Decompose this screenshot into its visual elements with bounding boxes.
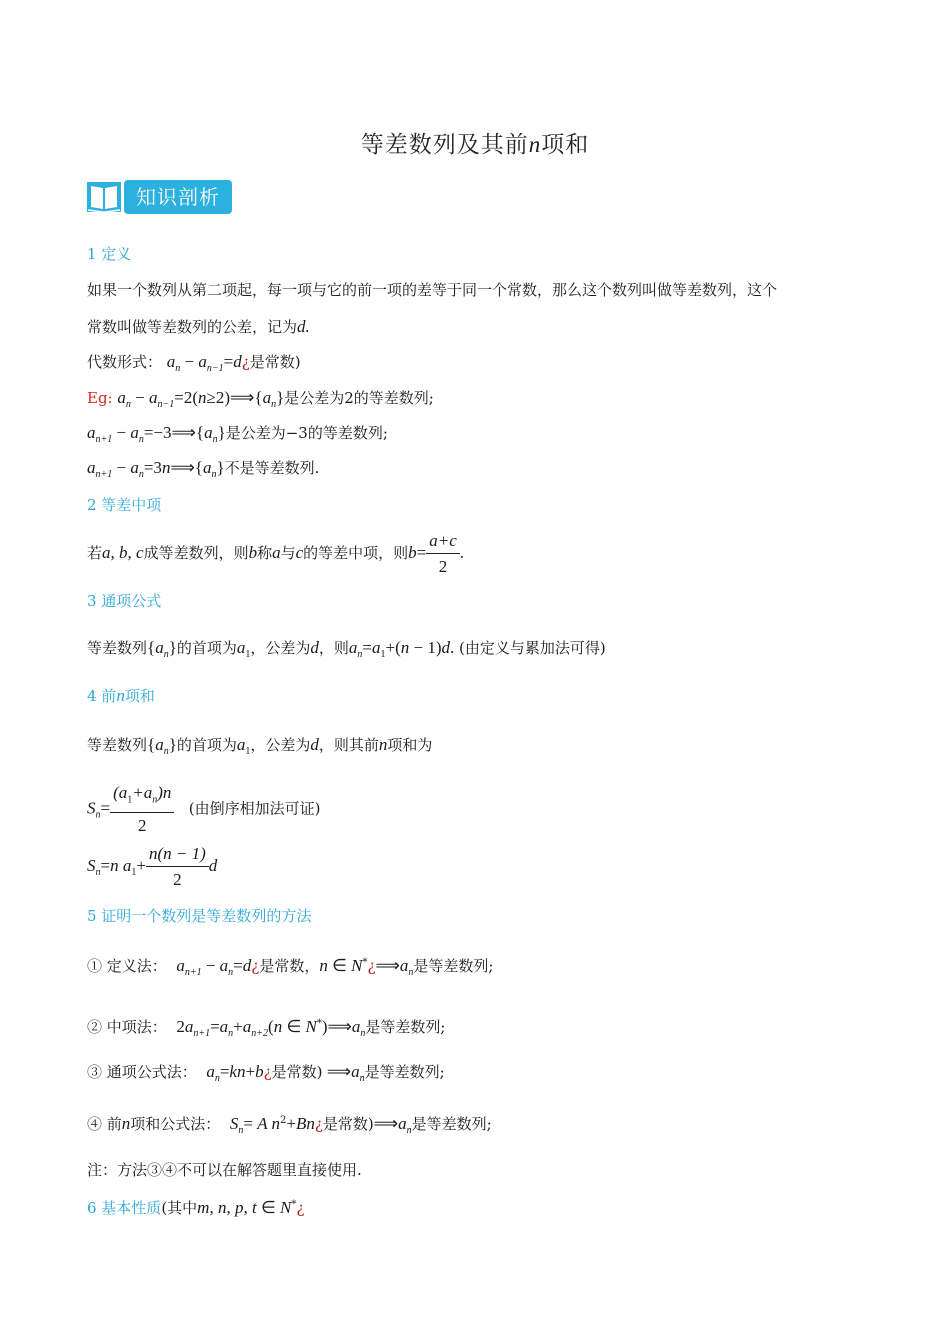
section-heading-properties: 6 基本性质(其中m, n, p, t ∈ N*¿ <box>87 1198 305 1217</box>
section-badge <box>86 178 232 216</box>
arith-mean-statement: 若a, b, c成等差数列，则b称a与c的等差中项，则b= $\frac{a+c}{2}$ . <box>87 531 465 576</box>
algebraic-form: 代数形式： $a_n$ − $a_{n-1}=d¿$是常数) <box>87 352 301 374</box>
section-heading-definition: 1 定义 <box>87 245 132 263</box>
definition-paragraph: 如果一个数列从第二项起，每一项与它的前一项的差等于同一个常数，那么这个数列叫做等差数列，这个 <box>87 281 778 299</box>
method-partial-sum: ④ 前n项和公式法： $S_n= A$ $n^2+Bn¿$是常数)$⟹a_n$是等差数列; <box>87 1114 492 1136</box>
badge-label: 知识剖析 <box>124 180 232 214</box>
general-term-statement: 等差数列$\{a_n\}$的首项为$a_1$，公差为d，则$a_n=a_1+(n - 1)d$. (由定义与累加法可得) <box>87 638 606 660</box>
method-middle-term: ② 中项法： $2a_{n+1}=a_n+a_{n+2}(n$ ∈ $N^*)⟹a_n$是等差数列; <box>87 1017 446 1039</box>
method-note: 注：方法③④不可以在解答题里直接使用. <box>87 1161 362 1179</box>
partial-sum-formula-1: $S_n=$ $\frac{(a_1+a_n)n}{2}$ (由倒序相加法可证) <box>87 783 321 836</box>
definition-paragraph-2: 常数叫做等差数列的公差，记为d. <box>87 317 310 336</box>
page-title: 等差数列及其前n项和 <box>360 132 590 158</box>
method-definition: ① 定义法： $a_{n+1}$ − $a_n=d¿$是常数，n ∈ $N^*¿⟹a_n$是等差数列; <box>87 956 494 978</box>
section-heading-proof-methods: 5 证明一个数列是等差数列的方法 <box>87 907 312 925</box>
partial-sum-statement: 等差数列$\{a_n\}$的首项为$a_1$，公差为d，则其前n项和为 <box>87 735 433 757</box>
section-heading-arith-mean: 2 等差中项 <box>87 496 162 514</box>
example-line-1: Eg: $a_n$ − $a_{n-1}=2(n\ge 2)⟹\{a_n\}$是公差为2的等差数列; <box>87 388 434 410</box>
section-heading-partial-sum: 4 前n项和 <box>87 686 155 705</box>
eg-label: Eg: <box>87 389 113 407</box>
example-line-2: $a_{n+1}$ − $a_n=-3⟹\{a_n\}$是公差为−3的等差数列; <box>87 423 388 445</box>
open-book-icon <box>86 180 122 214</box>
example-line-3: $a_{n+1}$ − $a_n=3n⟹\{a_n\}$不是等差数列. <box>87 458 320 480</box>
section-heading-general-term: 3 通项公式 <box>87 592 162 610</box>
method-general-term: ③ 通项公式法： $a_n=kn+b¿$是常数) $⟹a_n$是等差数列; <box>87 1062 445 1084</box>
partial-sum-formula-2: $S_n=n$ $a_1+$ $\frac{n(n - 1)}{2}$ d <box>87 844 218 889</box>
arith-mean-fraction: $\frac{a+c}{2}$ <box>426 530 460 578</box>
